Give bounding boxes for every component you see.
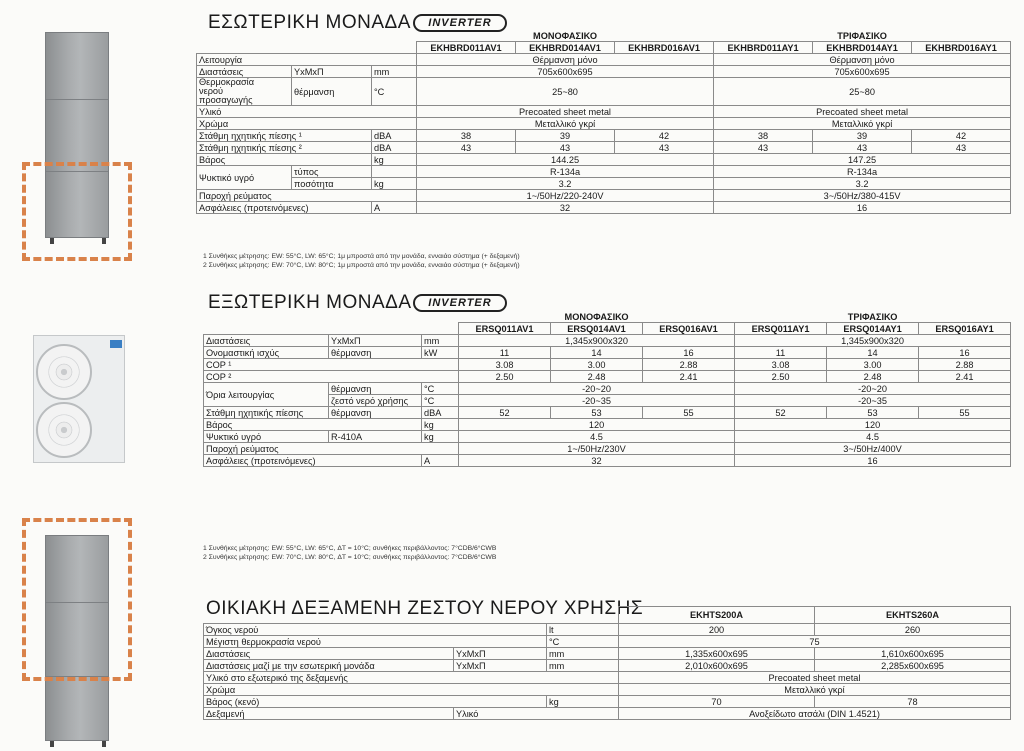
table-row: Ασφάλειες (προτεινόμενες) A 32 16 bbox=[197, 202, 1011, 214]
table-row: Όρια λειτουργίας θέρμανση °C -20~20 -20~20 bbox=[204, 383, 1011, 395]
table-row: ποσότητα kg 3.2 3.2 bbox=[197, 178, 1011, 190]
table-row: Βάρος (κενό) kg 70 78 bbox=[204, 696, 1011, 708]
tank-title: ΟΙΚΙΑΚΗ ΔΕΞΑΜΕΝΗ ΖΕΣΤΟΥ ΝΕΡΟΥ ΧΡΗΣΗΣ bbox=[206, 598, 644, 619]
fan-bottom-icon bbox=[36, 402, 92, 458]
table-row: COP ¹ 3.08 3.00 2.88 3.08 3.00 2.88 bbox=[204, 359, 1011, 371]
table-row: Μέγιστη θερμοκρασία νερού °C 75 bbox=[204, 636, 1011, 648]
table-row: COP ² 2.50 2.48 2.41 2.50 2.48 2.41 bbox=[204, 371, 1011, 383]
group-single-phase: ΜΟΝΟΦΑΣΙΚΟ bbox=[564, 311, 629, 322]
table-row: Στάθμη ηχητικής πίεσης ² dBA 43 43 43 43 43 43 bbox=[197, 142, 1011, 154]
table-row: Δεξαμενή Υλικό Ανοξείδωτο ατσάλι (DIN 1.4521) bbox=[204, 708, 1011, 720]
group-three-phase: ΤΡΙΦΑΣΙΚΟ bbox=[847, 311, 898, 322]
table-row: Λειτουργία Θέρμανση μόνο Θέρμανση μόνο bbox=[197, 54, 1011, 66]
table-row: Παροχή ρεύματος 1~/50Hz/230V 3~/50Hz/400V bbox=[204, 443, 1011, 455]
footnote: 2 Συνθήκες μέτρησης: EW: 70°C, LW: 80°C; 1μ μπροστά από την μονάδα, ενναιάο σύστημα (+ δεξαμενή) bbox=[203, 262, 520, 269]
table-row: Διαστάσεις ΥxΜxΠ mm 1,345x900x320 1,345x900x320 bbox=[204, 335, 1011, 347]
table-row: Στάθμη ηχητικής πίεσης ¹ dBA 38 39 42 38 39 42 bbox=[197, 130, 1011, 142]
table-row: Βάρος kg 120 120 bbox=[204, 419, 1011, 431]
footnote: 1 Συνθήκες μέτρησης: EW: 55°C, LW: 65°C; 1μ μπροστά από την μονάδα, ενναιάο σύστημα (+ δεξαμενή) bbox=[203, 253, 520, 260]
group-single-phase: ΜΟΝΟΦΑΣΙΚΟ bbox=[533, 30, 597, 41]
model-header: ERSQ011AY1 bbox=[735, 323, 827, 335]
table-row: Θερμοκρασία νερού προσαγωγής θέρμανση °C 25~80 25~80 bbox=[197, 78, 1011, 106]
group-three-phase: ΤΡΙΦΑΣΙΚΟ bbox=[837, 30, 887, 41]
model-header: EKHBRD016AV1 bbox=[615, 42, 714, 54]
fan-top-icon bbox=[36, 344, 92, 400]
footnote: 2 Συνθήκες μέτρησης: EW: 70°C, LW: 80°C, ΔT = 10°C; συνθήκες περιβάλλοντος: 7°CDB/6°CWB bbox=[203, 554, 497, 561]
model-header: EKHBRD016AY1 bbox=[912, 42, 1011, 54]
model-header: EKHBRD011AY1 bbox=[714, 42, 813, 54]
table-row: Παροχή ρεύματος 1~/50Hz/220-240V 3~/50Hz/380-415V bbox=[197, 190, 1011, 202]
table-row: Διαστάσεις ΥxΜxΠ mm 705x600x695 705x600x695 bbox=[197, 66, 1011, 78]
tank-unit-highlight bbox=[22, 518, 132, 681]
table-row: Διαστάσεις μαζί με την εσωτερική μονάδα ΥxΜxΠ mm 2,010x600x695 2,285x600x695 bbox=[204, 660, 1011, 672]
table-row: Υλικό στο εξωτερικό της δεξαμενής Precoated sheet metal bbox=[204, 672, 1011, 684]
table-row: ζεστό νερό χρήσης °C -20~35 -20~35 bbox=[204, 395, 1011, 407]
model-header: ERSQ016AV1 bbox=[643, 323, 735, 335]
table-row: Χρώμα Μεταλλικό γκρί bbox=[204, 684, 1011, 696]
table-row: Στάθμη ηχητικής πίεσης θέρμανση dBA 52 53 55 52 53 55 bbox=[204, 407, 1011, 419]
inverter-badge: INVERTER bbox=[413, 294, 507, 312]
indoor-title: ΕΣΩΤΕΡΙΚΗ ΜΟΝΑΔΑ bbox=[208, 12, 411, 33]
model-header: ERSQ014AV1 bbox=[551, 323, 643, 335]
outdoor-spec-table bbox=[203, 311, 1011, 467]
model-header: ERSQ014AY1 bbox=[827, 323, 919, 335]
table-row: Ψυκτικό υγρό τύπος R-134a R-134a bbox=[197, 166, 1011, 178]
model-header: ERSQ011AV1 bbox=[459, 323, 551, 335]
model-header: EKHBRD014AY1 bbox=[813, 42, 912, 54]
indoor-unit-highlight bbox=[22, 162, 132, 261]
inverter-badge: INVERTER bbox=[413, 14, 507, 32]
table-row: Όγκος νερού lt 200 260 bbox=[204, 624, 1011, 636]
table-row: Χρώμα Μεταλλικό γκρί Μεταλλικό γκρί bbox=[197, 118, 1011, 130]
outdoor-unit-image bbox=[33, 335, 125, 463]
model-header: EKHBRD014AV1 bbox=[516, 42, 615, 54]
tank-spec-table bbox=[203, 606, 1011, 720]
table-row: Υλικό Precoated sheet metal Precoated sheet metal bbox=[197, 106, 1011, 118]
model-header: EKHTS200A bbox=[619, 607, 815, 624]
table-row: Ψυκτικό υγρό R-410A kg 4.5 4.5 bbox=[204, 431, 1011, 443]
model-header: ERSQ016AY1 bbox=[919, 323, 1011, 335]
outdoor-logo-icon bbox=[110, 340, 122, 348]
footnote: 1 Συνθήκες μέτρησης: EW: 55°C, LW: 65°C, ΔT = 10°C; συνθήκες περιβάλλοντος: 7°CDB/6°CWB bbox=[203, 545, 497, 552]
model-header: EKHTS260A bbox=[815, 607, 1011, 624]
indoor-spec-table bbox=[196, 30, 1011, 214]
table-row: Διαστάσεις ΥxΜxΠ mm 1,335x600x695 1,610x600x695 bbox=[204, 648, 1011, 660]
table-row: Ασφάλειες (προτεινόμενες) A 32 16 bbox=[204, 455, 1011, 467]
table-row: Βάρος kg 144.25 147.25 bbox=[197, 154, 1011, 166]
outdoor-title: ΕΞΩΤΕΡΙΚΗ ΜΟΝΑΔΑ bbox=[208, 292, 412, 313]
model-header: EKHBRD011AV1 bbox=[417, 42, 516, 54]
table-row: Ονομαστική ισχύς θέρμανση kW 11 14 16 11 14 16 bbox=[204, 347, 1011, 359]
